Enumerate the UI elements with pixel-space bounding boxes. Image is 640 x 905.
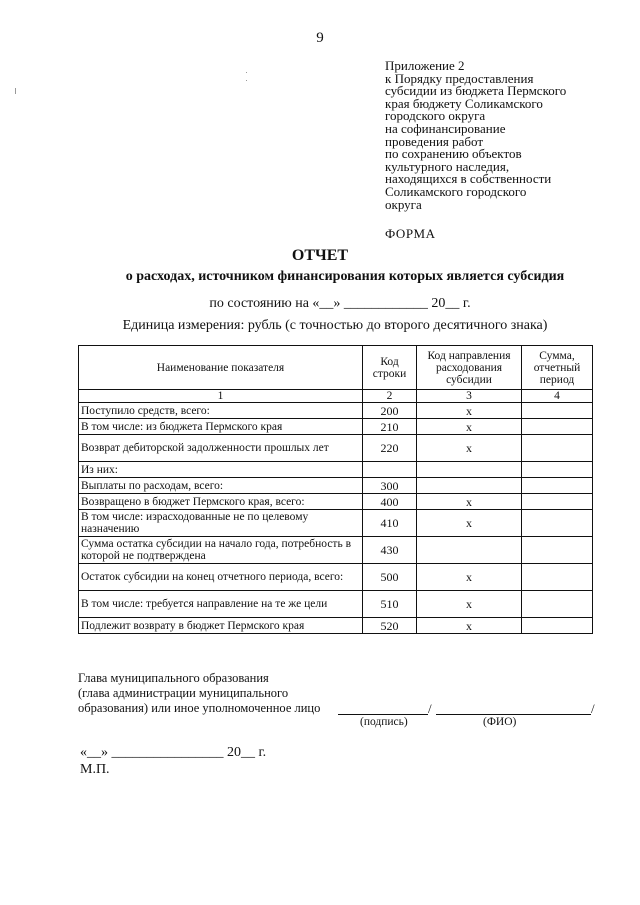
report-title: ОТЧЕТ	[291, 247, 349, 264]
row-name: В том числе: израсходованные не по целевому назначению	[79, 510, 363, 537]
row-amount	[522, 478, 593, 494]
row-direction: x	[417, 591, 522, 618]
row-code: 210	[363, 419, 417, 435]
column-number: 3	[417, 390, 522, 403]
row-direction: x	[417, 564, 522, 591]
column-number: 1	[79, 390, 363, 403]
header-indicator-name: Наименование показателя	[79, 346, 363, 390]
scan-speck	[15, 88, 16, 94]
signature-separator: /	[428, 701, 432, 716]
appendix-line: края бюджету Соликамского	[385, 95, 543, 111]
row-name: Сумма остатка субсидии на начало года, потребность в которой не подтверждена	[79, 537, 363, 564]
appendix-line: округа	[385, 196, 422, 212]
row-direction	[417, 478, 522, 494]
row-direction: x	[417, 419, 522, 435]
row-name: Выплаты по расходам, всего:	[79, 478, 363, 494]
row-code: 430	[363, 537, 417, 564]
signature-caption: (подпись)	[360, 716, 408, 728]
table-row	[79, 618, 593, 634]
scan-speck	[246, 72, 247, 73]
table-row	[79, 494, 593, 510]
row-name: В том числе: из бюджета Пермского края	[79, 419, 363, 435]
row-direction	[417, 462, 522, 478]
row-code	[363, 462, 417, 478]
row-amount	[522, 462, 593, 478]
row-amount	[522, 419, 593, 435]
fio-caption: (ФИО)	[483, 716, 517, 728]
appendix-line: субсидии из бюджета Пермского	[385, 83, 567, 99]
row-code: 500	[363, 564, 417, 591]
table-row	[79, 564, 593, 591]
table-row	[79, 462, 593, 478]
row-amount	[522, 564, 593, 591]
row-code: 510	[363, 591, 417, 618]
appendix-line: по сохранению объектов	[385, 146, 522, 162]
row-amount	[522, 403, 593, 419]
signatory-label	[78, 671, 320, 716]
table-row	[79, 419, 593, 435]
row-direction: x	[417, 403, 522, 419]
appendix-line: культурного наследия,	[385, 158, 510, 174]
header-line-code: Код строки	[363, 346, 417, 390]
header-direction-code: Код направления расходования субсидии	[417, 346, 522, 390]
table-header-row	[79, 346, 593, 390]
as-of-date-line: по состоянию на «__» ____________ 20__ г.	[209, 296, 471, 311]
row-name: Возвращено в бюджет Пермского края, всего:	[79, 494, 363, 510]
scan-speck	[246, 80, 247, 81]
page-number: 9	[316, 30, 324, 46]
row-direction: x	[417, 618, 522, 634]
appendix-line: городского округа	[385, 108, 486, 124]
row-name: Подлежит возврату в бюджет Пермского края	[79, 618, 363, 634]
date-line: «__» ________________ 20__ г.	[80, 745, 267, 760]
signature-line	[338, 713, 428, 715]
appendix-line: к Порядку предоставления	[385, 70, 534, 86]
row-name: Поступило средств, всего:	[79, 403, 363, 419]
row-direction: x	[417, 494, 522, 510]
form-label: ФОРМА	[385, 226, 436, 241]
row-name: Остаток субсидии на конец отчетного периода, всего:	[79, 564, 363, 591]
appendix-header	[385, 60, 625, 211]
row-code: 220	[363, 435, 417, 462]
row-direction: x	[417, 510, 522, 537]
row-amount	[522, 618, 593, 634]
row-code: 200	[363, 403, 417, 419]
row-code: 520	[363, 618, 417, 634]
stamp-mark: М.П.	[80, 762, 110, 777]
fio-line	[436, 713, 591, 715]
row-amount	[522, 510, 593, 537]
table-row	[79, 435, 593, 462]
table-row	[79, 591, 593, 618]
appendix-line: Приложение 2	[385, 58, 465, 73]
column-number: 2	[363, 390, 417, 403]
row-direction: x	[417, 435, 522, 462]
row-code: 410	[363, 510, 417, 537]
table-row	[79, 403, 593, 419]
appendix-line: Соликамского городского	[385, 183, 527, 199]
header-amount: Сумма, отчетный период	[522, 346, 593, 390]
row-name: В том числе: требуется направление на те же цели	[79, 591, 363, 618]
unit-of-measure: Единица измерения: рубль (с точностью до второго десятичного знака)	[122, 318, 548, 333]
row-name: Из них:	[79, 462, 363, 478]
table-row	[79, 478, 593, 494]
signatory-label-line: Глава муниципального образования	[78, 671, 269, 685]
fio-separator: /	[591, 701, 595, 716]
report-subtitle: о расходах, источником финансирования которых является субсидия	[125, 269, 565, 284]
appendix-line: на софинансирование	[385, 120, 506, 136]
row-amount	[522, 591, 593, 618]
report-table	[78, 345, 593, 634]
row-name: Возврат дебиторской задолженности прошлых лет	[79, 435, 363, 462]
row-amount	[522, 494, 593, 510]
appendix-line: находящихся в собственности	[385, 171, 552, 187]
appendix-line: проведения работ	[385, 133, 484, 149]
column-number: 4	[522, 390, 593, 403]
column-number-row	[79, 390, 593, 403]
row-amount	[522, 435, 593, 462]
table-row	[79, 510, 593, 537]
row-code: 400	[363, 494, 417, 510]
signatory-label-line: образования) или иное уполномоченное лицо	[78, 701, 321, 715]
row-code: 300	[363, 478, 417, 494]
row-direction	[417, 537, 522, 564]
table-row	[79, 537, 593, 564]
signatory-label-line: (глава администрации муниципального	[78, 686, 289, 700]
row-amount	[522, 537, 593, 564]
